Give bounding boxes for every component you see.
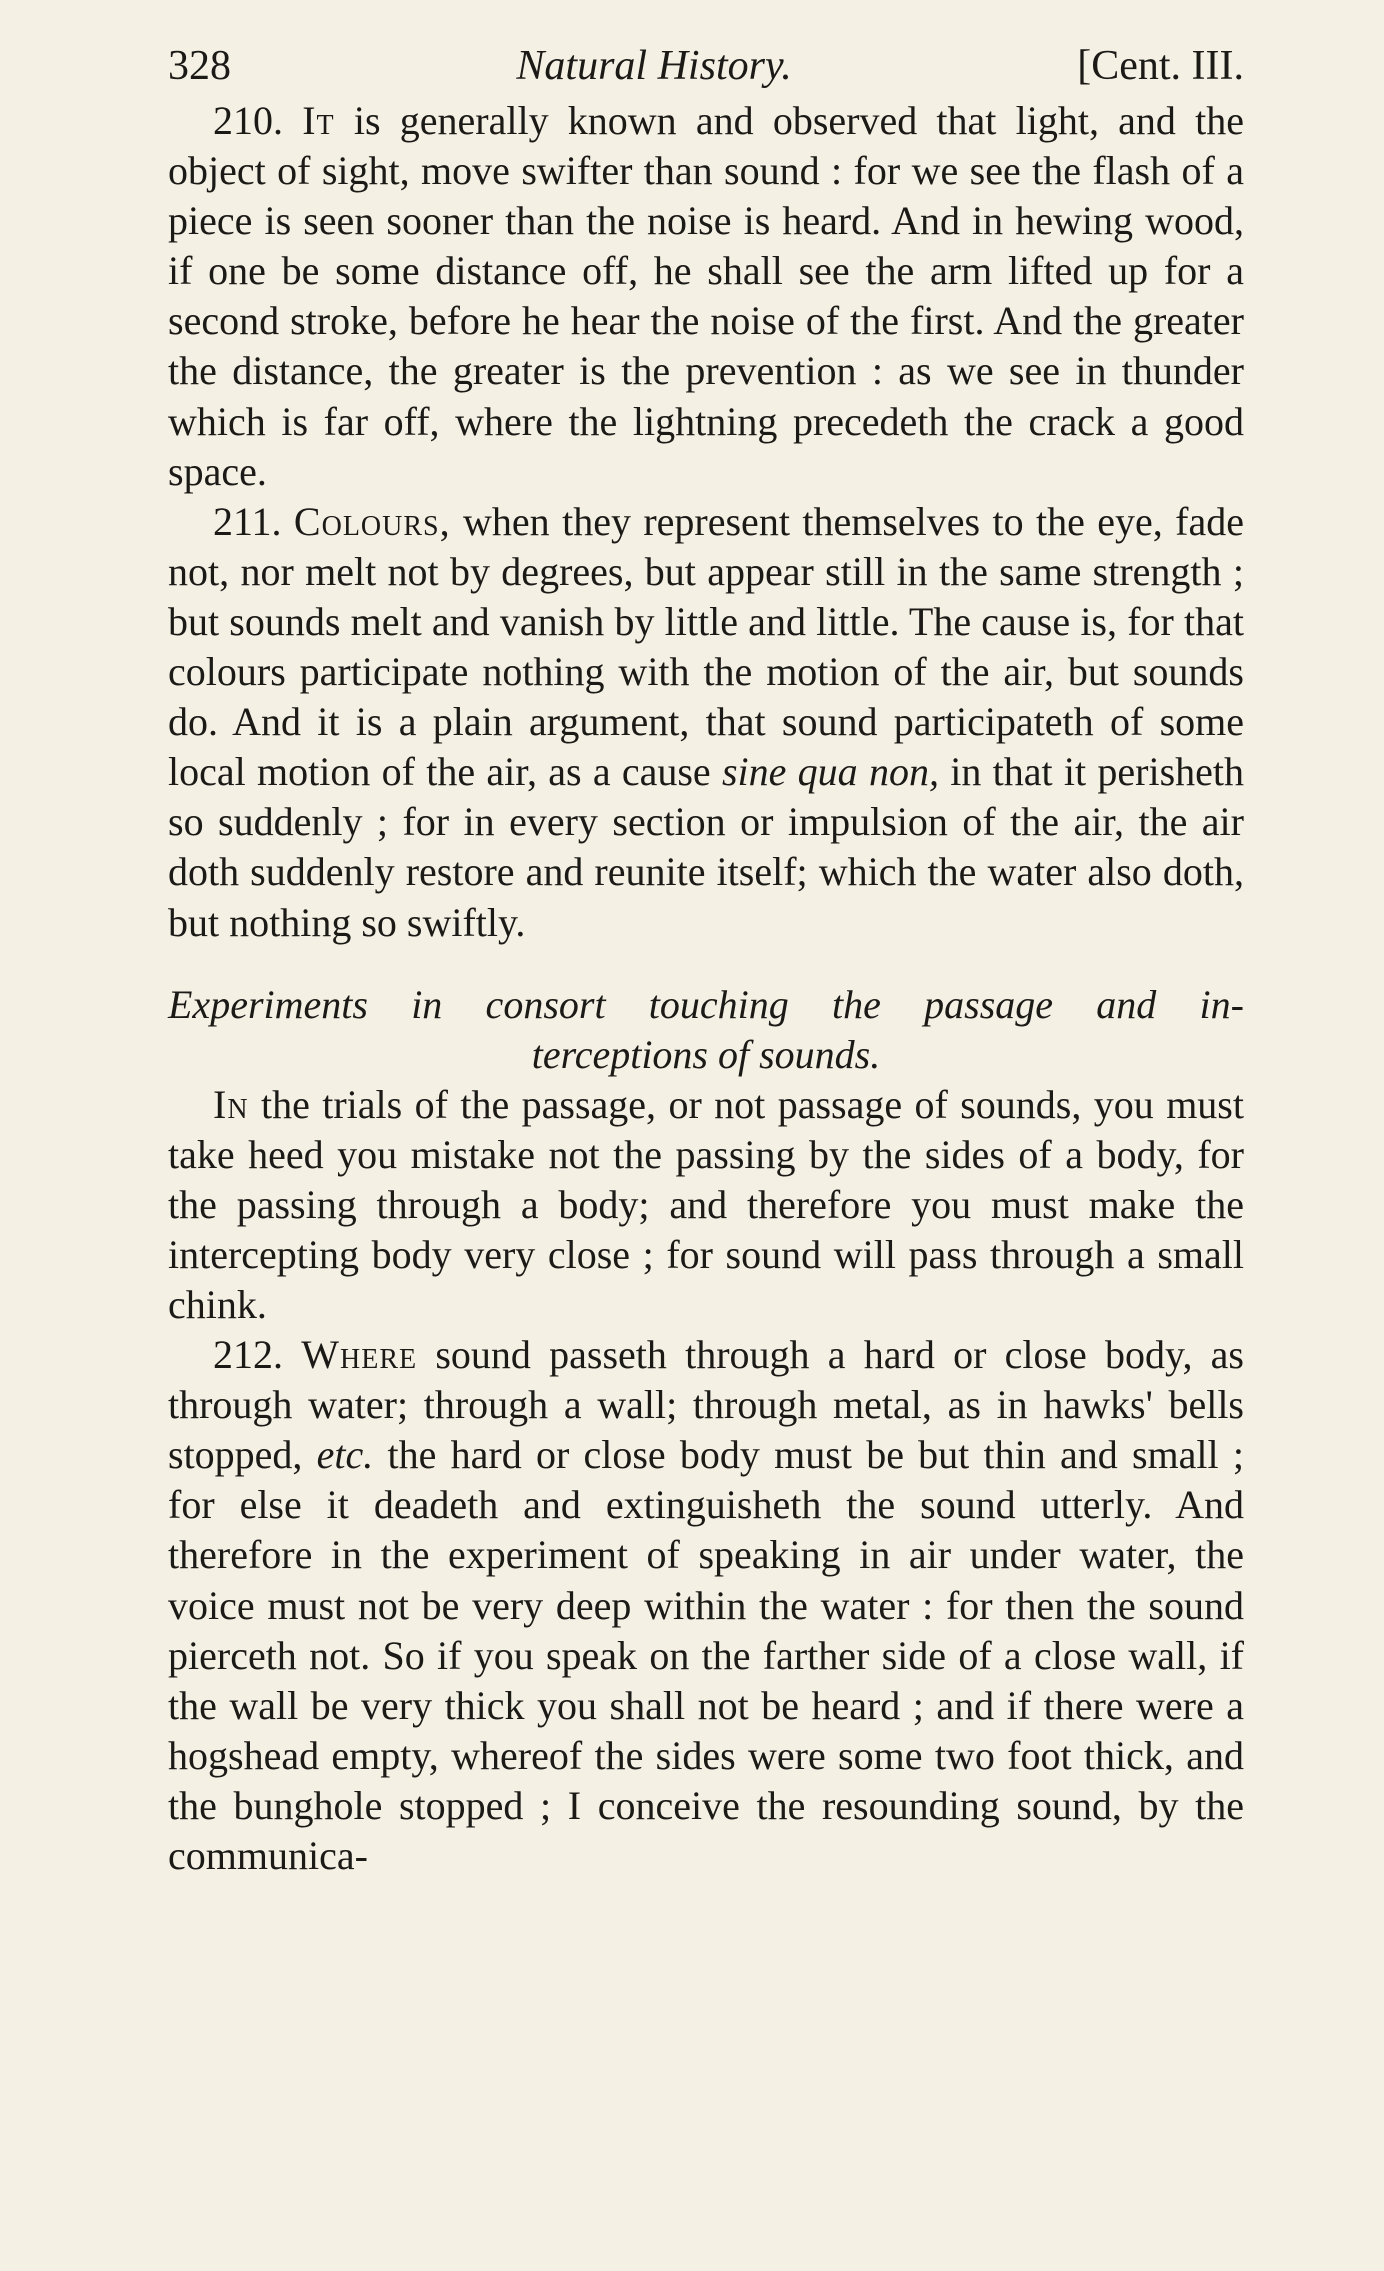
paragraph-lead: It	[302, 98, 335, 143]
paragraph-211	[168, 497, 1244, 948]
paragraph-text: the trials of the passage, or not passage of sounds, you must take heed you mistake not the passing by the sides of a body, for the passing through a body; and therefore you must make the intercepting body very close ; for sound will pass through a small chink.	[168, 1081, 1244, 1327]
paragraph-lead: In	[213, 1081, 249, 1127]
paragraph-lead: Where	[301, 1332, 418, 1378]
paragraph-text: is generally known and observed that light, and the object of sight, move swifter than sound : for we see the flash of a piece is seen sooner than the noise is heard. And in hewing wood, if one be some distance off, he shall see the arm lifted up for a second stroke, before he hear the noise of the first. And the greater the distance, the greater is the prevention : as we see in thunder which is far off, where the lightning precedeth the crack a good space.	[168, 98, 1245, 494]
section-heading	[168, 980, 1244, 1080]
paragraph-text: when they represent themselves to the eye, fade not, nor melt not by degrees, but appear still in the same strength ; but sounds melt and vanish by little and little. The cause is, for that colours participate nothing with the motion of the air, but sounds do. And it is a plain argument, that sound participateth of some local motion of the air, as a cause	[168, 498, 1245, 795]
running-title: Natural History.	[516, 43, 792, 89]
paragraph-number: 211.	[213, 498, 282, 544]
paragraph-212	[168, 1330, 1244, 1881]
paragraph-number: 210.	[213, 98, 283, 143]
latin-phrase: sine qua non,	[721, 749, 939, 795]
paragraph-intro	[168, 1080, 1244, 1330]
paragraph-210	[168, 96, 1244, 497]
section-label: [Cent. III.	[1077, 43, 1244, 89]
paragraph-text: in that it perisheth so suddenly ; for in every section or impulsion of the air, the air doth suddenly restore and reunite itself; which the water also doth, but nothing so swiftly.	[168, 749, 1245, 945]
body-text	[168, 96, 1244, 1881]
running-head	[168, 36, 1244, 96]
abbreviation-etc: etc.	[316, 1432, 374, 1478]
paragraph-number: 212.	[213, 1332, 283, 1378]
page-number: 328	[168, 43, 231, 89]
paragraph-text: the hard or close body must be but thin and small ; for else it deadeth and extinguisheth the sound utterly. And therefore in the experiment of speaking in air under water, the voice must not be very deep within the water : for then the sound pierceth not. So if you speak on the farther side of a close wall, if the wall be very thick you shall not be heard ; and if there were a hogshead empty, whereof the sides were some two foot thick, and the bunghole stopped ; I conceive the resounding sound, by the communica-	[168, 1432, 1244, 1878]
paragraph-text: sound passeth through a hard or close body, as through water; through a wall; through metal, as in hawks' bells stopped,	[168, 1332, 1245, 1478]
paragraph-lead: Colours,	[293, 498, 451, 544]
section-heading-line: Experiments in consort touching the passage and in-	[168, 981, 1244, 1027]
section-heading-line: terceptions of sounds.	[531, 1031, 881, 1077]
